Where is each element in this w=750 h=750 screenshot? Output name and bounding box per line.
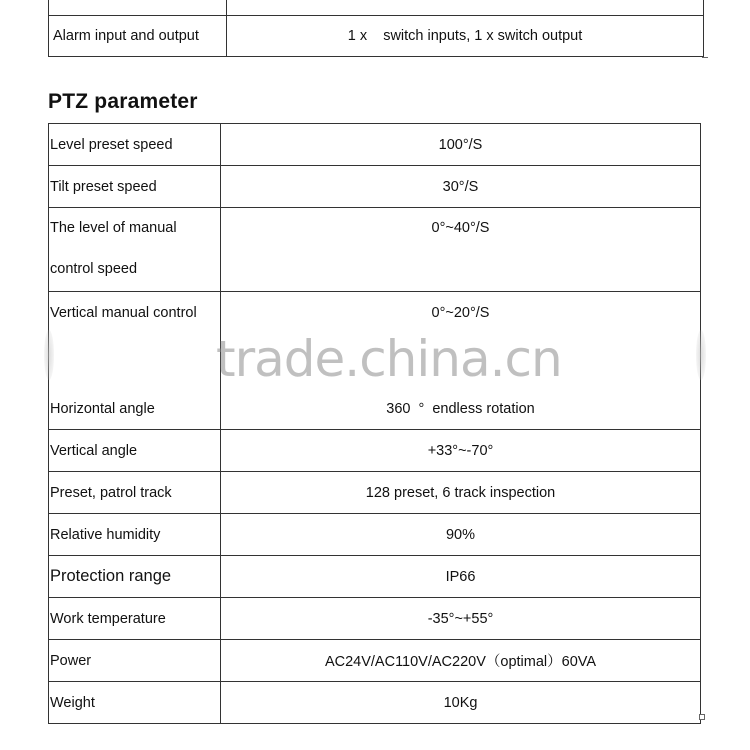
cell-value: 10Kg — [221, 682, 701, 724]
cell-value: 90% — [221, 514, 701, 556]
cell-value: 128 preset, 6 track inspection — [221, 472, 701, 514]
cell-label: Vertical angle — [49, 430, 221, 472]
cell-label — [49, 208, 221, 292]
cell-value: 1 x switch inputs, 1 x switch output — [227, 16, 704, 57]
left-gloss-decoration — [44, 330, 54, 380]
cell-label-line: control speed — [50, 261, 138, 277]
table-row — [49, 292, 701, 389]
table-row — [49, 166, 701, 208]
table-row — [49, 430, 701, 472]
cell-value: 100°/S — [221, 124, 701, 166]
table-corner-handle — [699, 714, 705, 720]
table-row — [49, 124, 701, 166]
section-title: PTZ parameter — [48, 90, 198, 113]
cell-value: 30°/S — [221, 166, 701, 208]
cell-label: Horizontal angle — [49, 388, 221, 430]
cell-value: IP66 — [221, 556, 701, 598]
cell-label: Preset, patrol track — [49, 472, 221, 514]
table-row — [49, 682, 701, 724]
table-corner-tick — [702, 57, 708, 58]
cell-value: +33°~-70° — [221, 430, 701, 472]
cell-label — [49, 0, 227, 16]
table-row — [49, 640, 701, 682]
table-row — [49, 472, 701, 514]
cell-label: Work temperature — [49, 598, 221, 640]
right-gloss-decoration — [696, 330, 706, 380]
table-row — [49, 556, 701, 598]
cell-label: Alarm input and output — [49, 16, 227, 57]
table-row — [49, 388, 701, 430]
table-row — [49, 514, 701, 556]
cell-value: AC24V/AC110V/AC220V（optimal）60VA — [221, 640, 701, 682]
cell-label: Relative humidity — [49, 514, 221, 556]
cell-value: 0°~20°/S — [221, 292, 701, 389]
cell-label: Weight — [49, 682, 221, 724]
ptz-parameter-table — [48, 123, 701, 724]
watermark: trade.china.cn — [216, 330, 562, 388]
cell-value — [227, 0, 704, 16]
cell-value: -35°~+55° — [221, 598, 701, 640]
table-row — [49, 208, 701, 292]
cell-value: 0°~40°/S — [221, 208, 701, 292]
table-row — [49, 0, 704, 16]
cell-label: Level preset speed — [49, 124, 221, 166]
cell-label: Vertical manual control — [49, 292, 221, 389]
cell-value: 360 ° endless rotation — [221, 388, 701, 430]
table-row — [49, 598, 701, 640]
cell-label: Power — [49, 640, 221, 682]
cell-label-line: The level of manual — [50, 220, 177, 236]
cell-label: Protection range — [49, 556, 221, 598]
top-spec-table — [48, 0, 704, 57]
cell-label: Tilt preset speed — [49, 166, 221, 208]
table-row — [49, 16, 704, 57]
